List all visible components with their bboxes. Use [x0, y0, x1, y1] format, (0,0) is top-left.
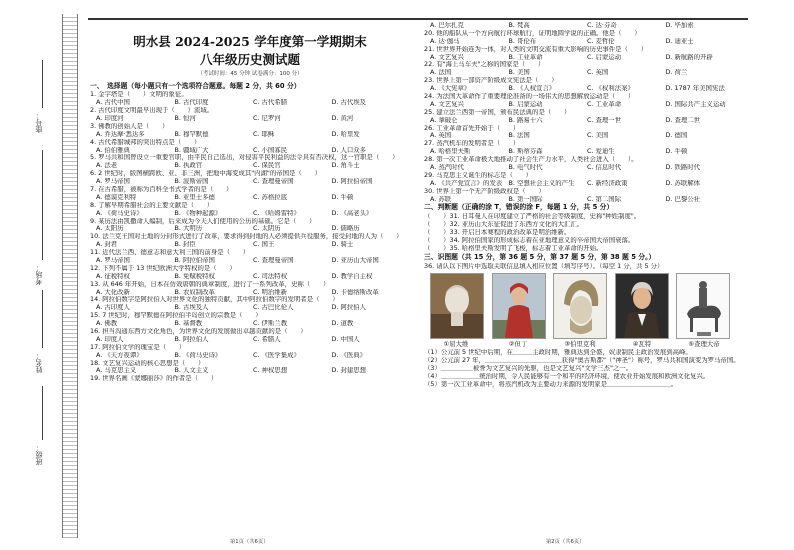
- answer-option: D. 教学自主权: [331, 272, 373, 280]
- judge-item: （ ）31. 日耳曼人在印度建立了严格的社会等级制度，史称"种姓制度"。: [424, 213, 641, 221]
- answer-option: C. 保民官: [253, 162, 281, 170]
- fill-item: （2）公元前 27 年，＿＿＿＿＿＿＿＿＿＿＿＿获得"奥古斯都"（"神圣"）称号，罗马共和国演变为罗马帝国。: [424, 357, 740, 365]
- question-stem: 9. 某历法由凯撒命人编制，后来成为今天人们使用的公历的基础。它是（ ）: [90, 217, 316, 225]
- answer-option: C. 麦哲伦: [587, 37, 615, 45]
- question-stem: 18. 文艺复兴运动的核心思想是（ ）: [90, 359, 205, 367]
- answer-option: B. 古代印度: [174, 99, 209, 107]
- binding-strip: [0, 0, 84, 550]
- answer-option: C. 英国: [587, 69, 609, 77]
- question-stem: 21. 世世界开始连为一体，对人类的文明交流有重大影响的历史事件是（ ）: [424, 45, 648, 53]
- question-stem: 12. 下列不属于 13 世纪欧洲大学特权的是（ ）: [90, 264, 236, 272]
- answer-option: D. 毕加索: [665, 22, 694, 29]
- seat-label: 座号：: [35, 112, 43, 133]
- option-row: [90, 304, 410, 312]
- question-stem: 25. 建立法兰西第一帝国，颁布民法典的是（ ）: [424, 108, 571, 116]
- answer-option: C. 达·芬奇: [587, 22, 617, 29]
- option-row: [90, 241, 410, 249]
- question-stem: 19. 世界名画《蒙娜丽莎》的作者是（ ）: [90, 375, 218, 383]
- option-row: [424, 132, 744, 140]
- judge-questions: [424, 213, 744, 252]
- answer-option: A. 法老: [96, 162, 118, 170]
- class-line: [42, 386, 43, 440]
- question-stem: 20. 他的船队从一个方向航行环球航行，证明地圆学说的正确。他是（ ）: [424, 29, 641, 37]
- section1-heading: 一、 选择题（每小题只有一个选项符合题意。每题 2 分，共 60 分）: [90, 81, 301, 90]
- name-line: [42, 290, 43, 348]
- exam-title-line2: 八年级历史测试题: [199, 51, 300, 67]
- exam-title-line1: 明水县 2024-2025 学年度第一学期期末: [133, 34, 367, 49]
- answer-option: D. 骑士: [331, 241, 354, 249]
- answer-option: D. 苏联解体: [665, 179, 701, 187]
- answer-option: C. 查理一世: [587, 116, 622, 124]
- statue-charlemagne-image: [676, 273, 730, 339]
- answer-option: A. 乔达摩·悉达多: [96, 130, 145, 138]
- answer-option: D. 哈里发: [331, 130, 360, 138]
- answer-option: B. 亚里士多德: [174, 193, 215, 201]
- answer-option: D. 封建思想: [331, 367, 367, 375]
- fill-item: （5）第一次工业革命中，将蒸汽机改为主要动力来源的发明家是＿＿＿＿＿＿＿＿＿＿。: [424, 380, 678, 388]
- fill-item: （4）＿＿＿＿＿＿统治时期，令人民能够有一个和平的经济环境，使农业开始发展和欧洲文化复兴。: [424, 373, 710, 381]
- answer-option: D. 新航路的开辟: [665, 53, 713, 61]
- question-stem: 26. 工业革命首先开始于（ ）: [424, 124, 520, 132]
- question-stem: 22. 有"海上马车夫"之称的国家是（ ）: [424, 61, 545, 69]
- left-column: [90, 22, 410, 383]
- section2-heading: 二、判断题（正确的涂 T，错误的涂 F，每题 1 分，共 5 分）: [424, 203, 614, 212]
- answer-option: C. 查理曼帝国: [253, 257, 294, 264]
- question-stem: 23. 世界上第一部资产阶级成文宪法是（ ）: [424, 77, 558, 85]
- image-strip: [430, 273, 730, 339]
- answer-option: C. 耶稣: [253, 130, 275, 138]
- answer-option: B. 电气时代: [508, 164, 543, 172]
- answer-option: D. 道教: [331, 320, 354, 328]
- answer-option: A. 印度河: [96, 114, 124, 122]
- question-stem: 3. 佛教的创始人是（ ）: [90, 122, 169, 130]
- answer-option: B. 阿拉伯人: [174, 335, 209, 343]
- answer-option: C. 《医学集成》: [253, 351, 300, 359]
- answer-option: A. 蒸汽时代: [430, 164, 464, 172]
- class-label: 班级：: [35, 444, 43, 465]
- portrait-octavian-image: [430, 273, 484, 339]
- option-row: [90, 162, 410, 170]
- left-questions: [90, 91, 410, 383]
- top-rule: [88, 18, 748, 20]
- question-stem: 5. 罗马共和国曾设立一重要官职，由平民自己选出，对侵害平民利益的法令具有否决权，这一官职是（ ）: [90, 154, 399, 162]
- option-row: [90, 194, 410, 202]
- question-stem: 2. 古代印度文明最早出现于（ ）流域。: [90, 107, 214, 115]
- answer-option: A. 德谟克利特: [96, 193, 137, 201]
- answer-option: D. 古代埃及: [331, 99, 367, 107]
- answer-option: B. 穆罕默德: [174, 130, 209, 138]
- exam-hall-label: 考场：: [35, 264, 43, 285]
- answer-option: B. 哥伦布: [508, 37, 537, 45]
- option-row: [424, 85, 744, 93]
- option-row: [90, 225, 410, 233]
- question-stem: 4. 古代希腊城邦的突出特点是（ ）: [90, 138, 201, 146]
- question-stem: 13. 从 646 年开始，日本在仿效唐朝的典章制度，进行了一系列改革，史称（ ）: [90, 280, 330, 288]
- answer-option: B. 基督教: [174, 320, 203, 328]
- answer-option: A. 《共产党宣言》的发表: [430, 179, 503, 187]
- judge-item: （ ）32. 亚历山大东征促进了东西方文化的大汇汇。: [424, 221, 584, 229]
- answer-option: C. 信息时代: [587, 164, 622, 172]
- judge-item: （ ）35. 哈格里夫斯发明了飞梭，标志着工业革命的开始。: [424, 244, 603, 252]
- answer-option: A. 佛教: [96, 320, 118, 328]
- answer-option: B. 法国: [508, 132, 530, 140]
- question-stem: 1. 金字塔是（ ）文明的象征。: [90, 91, 188, 99]
- right-column: [424, 22, 744, 389]
- answer-option: A. 古代中国: [96, 99, 130, 107]
- answer-option: D. 中国人: [331, 335, 360, 343]
- answer-option: B. 执政官: [174, 162, 203, 170]
- fill-item: （3）＿＿＿＿＿被誉为文艺复兴的先驱，也是文艺复兴"文学三杰"之一。: [424, 365, 633, 373]
- option-row: [90, 115, 410, 123]
- answer-option: A. 印度人: [96, 335, 124, 343]
- answer-option: C. 太阴历: [253, 225, 281, 233]
- answer-option: B. 路易十六: [508, 116, 543, 124]
- question-stem: 29. 马克思主义诞生的标志是（ ）: [424, 171, 533, 179]
- answer-option: B. 恒河: [174, 114, 196, 122]
- answer-option: A. 罗马帝国: [96, 257, 130, 264]
- question-stem: 27. 蒸汽机车的发明者是（ ）: [424, 140, 520, 148]
- question-stem: 16. 担当沟通东西方文化角色，为世界文化的发展做出卓越贡献的是（ ）: [90, 328, 307, 336]
- answer-option: A. 罗马帝国: [96, 178, 130, 186]
- question-stem: 30. 世界上第一个无产阶级政权是（ ）: [424, 187, 545, 195]
- option-row: [424, 117, 744, 125]
- exam-hall-line: [42, 150, 43, 260]
- answer-option: A. 拿破仑: [430, 116, 458, 124]
- answer-option: D. 德国: [665, 132, 688, 140]
- option-row: [90, 147, 410, 155]
- option-row: [90, 336, 410, 344]
- answer-option: D. 查理二世: [665, 116, 701, 124]
- footer-page-right: 第2页（共6页）: [546, 539, 585, 545]
- answer-option: B. 第一国际: [508, 195, 543, 203]
- right-questions: [424, 22, 744, 203]
- question-stem: 10. 法兰克王国对土地的分封形式进行了改革，要求得到封地的人必须提供兵役服务，接受封地的人为（ ）: [90, 233, 403, 241]
- option-row: [424, 69, 744, 77]
- answer-option: B. 《人权宣言》: [508, 85, 556, 93]
- answer-option: D. 黄河: [331, 114, 354, 122]
- answer-option: A. 文艺复兴: [430, 53, 464, 61]
- answer-option: A. 古印度人: [96, 304, 130, 312]
- answer-option: B. 美国: [508, 69, 530, 77]
- answer-option: C. 小国寡民: [253, 146, 288, 154]
- image-caption: ①屈大维: [443, 340, 469, 349]
- answer-option: B. 《物种起源》: [174, 209, 222, 217]
- answer-option: A. 马克思主义: [96, 367, 137, 375]
- answer-option: B. 人文主义: [174, 367, 209, 375]
- answer-option: D. 亚历山大帝国: [331, 257, 379, 264]
- answer-option: C. 古代希腊: [253, 99, 288, 107]
- answer-option: A. 《天方夜谭》: [96, 351, 143, 359]
- answer-option: C. 尼罗河: [253, 114, 281, 122]
- answer-option: C. 国王: [253, 241, 275, 249]
- answer-option: A. 征税特权: [96, 272, 130, 280]
- question-stem: 24. 为法国大革命作了重要理论准备的一场伟大的思想解放运动是（ ）: [424, 93, 635, 101]
- answer-option: B. 大明历: [174, 225, 203, 233]
- answer-option: B. 《荷马史诗》: [174, 351, 222, 359]
- answer-option: D. 阿拉伯帝国: [331, 178, 373, 186]
- answer-option: D. 牛顿: [331, 193, 354, 201]
- answer-option: A. 封君: [96, 241, 118, 249]
- answer-option: B. 启蒙运动: [508, 100, 543, 108]
- answer-option: D. 《高老头》: [331, 209, 373, 217]
- name-label: 姓名：: [35, 352, 43, 373]
- answer-option: D. 卡德纳斯改革: [331, 288, 379, 296]
- option-row: [424, 101, 744, 109]
- section3-heading: 三、识图题（共 15 分，第 36 题 5 分，第 37 题 5 分，第 38 题 5 分。）: [424, 252, 656, 261]
- question-stem: 6. 2 世纪时，版图横跨欧、亚、非三洲，把地中海变成其"内湖"的帝国是（ ）: [90, 170, 321, 178]
- option-row: [90, 273, 410, 281]
- answer-option: A. 英国: [430, 132, 452, 140]
- answer-option: A. 达·伽马: [430, 37, 460, 45]
- option-row: [90, 257, 410, 265]
- answer-option: B. 空想社会主义的产生: [508, 179, 575, 187]
- answer-option: D. 荷兰: [665, 69, 688, 77]
- answer-option: B. 农奴制改革: [174, 288, 215, 296]
- answer-option: A. 大化改新: [96, 288, 130, 296]
- option-row: [90, 320, 410, 328]
- option-row: [90, 210, 410, 218]
- question-stem: 11. 近代法兰西、德意志和意大利三国的前身是（ ）: [90, 249, 250, 257]
- answer-option: A. 伯伯雅典: [96, 146, 130, 154]
- binding-strip-fold-icon: [62, 14, 78, 538]
- answer-option: C. 查理曼帝国: [253, 178, 294, 186]
- image-caption: ③伯里克利: [564, 340, 596, 349]
- answer-option: D. 1787 年美国宪法: [665, 85, 725, 93]
- q36-text: 36. 请认以下图片中选取关联信息填入相应位置（填写序号）。（每空 1 分，共 5 分）: [424, 262, 664, 270]
- answer-option: A. 文艺复兴: [430, 100, 464, 108]
- answer-option: A. 太阳历: [96, 225, 124, 233]
- question-stem: 15. 7 世纪时，穆罕默德在阿拉伯半岛创立的宗教是（ ）: [90, 312, 262, 320]
- option-row: [90, 99, 410, 107]
- answer-option: C. 爱迪生: [587, 148, 615, 156]
- image-caption: ④瓦特: [632, 340, 652, 349]
- answer-option: B. 梵高: [508, 22, 530, 29]
- question-stem: 14. 阿拉伯数字是阿拉伯人对世界文化的独特贡献，其中阿拉伯数字的发明者是（ ）: [90, 296, 339, 304]
- footer-page-left: 第1页（共6页）: [230, 539, 269, 545]
- question-stem: 7. 在古希腊，被称为百科全书式学者的是（ ）: [90, 185, 233, 193]
- answer-option: B. 工业革命: [508, 53, 543, 61]
- answer-option: B. 免赋税特权: [174, 272, 215, 280]
- question-stem: 17. 阿拉伯文学的瑰宝是（ ）: [90, 343, 186, 351]
- answer-option: D. 巴黎公社: [665, 195, 701, 203]
- answer-option: B. 波斯帝国: [174, 178, 209, 186]
- answer-option: C. 美国: [587, 132, 609, 140]
- answer-option: C. 司法特权: [253, 272, 288, 280]
- question-stem: 8. 了解早期希腊社会的主要文献是（ ）: [90, 201, 214, 209]
- answer-option: D. 铁路时代: [665, 164, 701, 172]
- judge-item: （ ）33. 开启日本赛程的政治改革是明治维新。: [424, 229, 571, 237]
- answer-option: B. 斯蒂芬森: [508, 148, 543, 156]
- option-row: [424, 164, 744, 172]
- portrait-dante-image: [492, 273, 546, 339]
- option-row: [90, 289, 410, 297]
- seat-line: [42, 60, 43, 108]
- option-row: [90, 367, 410, 375]
- answer-option: D. 阿拉伯人: [331, 304, 367, 312]
- answer-option: A. 苏联: [430, 195, 452, 203]
- answer-option: C. 《哈姆雷特》: [253, 209, 300, 217]
- answer-option: A. 《大宪章》: [430, 85, 471, 93]
- answer-option: A. 哈格里夫斯: [430, 148, 471, 156]
- answer-option: D. 国际共产主义运动: [665, 100, 726, 108]
- answer-option: D. 人口众多: [331, 146, 367, 154]
- answer-option: C. 第二国际: [587, 195, 622, 203]
- answer-option: A. 法国: [430, 69, 452, 77]
- portrait-watt-image: [615, 273, 669, 339]
- answer-option: D. 迪亚士: [665, 37, 694, 45]
- exam-subtitle: （考试时间：45 分钟 试卷满分：100 分）: [197, 71, 303, 77]
- answer-option: D. 儒略历: [331, 225, 360, 233]
- answer-option: B. 古埃及人: [174, 304, 209, 312]
- answer-option: C. 神权思想: [253, 367, 288, 375]
- answer-option: B. 疆域广大: [174, 146, 209, 154]
- answer-option: B. 阿拉伯帝国: [174, 257, 215, 264]
- fill-questions: [424, 349, 744, 388]
- option-row: [424, 22, 744, 30]
- option-row: [424, 38, 744, 46]
- judge-item: （ ）34. 阿拉伯国家的形成标志着在亚地理意义的卒帝国大帝国衰落。: [424, 236, 635, 244]
- answer-option: C. 新经济政策: [587, 179, 628, 187]
- question-stem: 28. 第一次工业革命极大地推动了社会生产力水平，人类社会进入（ ）。: [424, 156, 638, 164]
- answer-option: D. 牛顿: [665, 148, 688, 156]
- option-row: [90, 178, 410, 186]
- answer-option: A. 巴尔扎克: [430, 22, 464, 29]
- answer-option: C. 明治维新: [253, 288, 288, 296]
- answer-option: D. 角斗士: [331, 162, 360, 170]
- portrait-pericles-image: [553, 273, 607, 339]
- answer-option: C. 伊斯兰教: [253, 320, 288, 328]
- answer-option: D. 《医典》: [331, 351, 367, 359]
- option-row: [424, 54, 744, 62]
- option-row: [90, 352, 410, 360]
- answer-option: C. 古巴比伦人: [253, 304, 294, 312]
- image-caption: ⑤查理大帝: [688, 340, 720, 349]
- answer-option: C. 工业革命: [587, 100, 622, 108]
- option-row: [424, 148, 744, 156]
- answer-option: B. 封臣: [174, 241, 196, 249]
- option-row: [90, 131, 410, 139]
- answer-option: A. 《荷马史诗》: [96, 209, 143, 217]
- answer-option: C. 苏格拉底: [253, 193, 288, 201]
- fill-item: （1）公元前 5 世纪中后期，在＿＿＿主政时期，雅典达到全盛，奴隶制民主政治发展到高峰。: [424, 349, 692, 357]
- option-row: [424, 180, 744, 188]
- image-captions: [430, 341, 730, 349]
- image-caption: ②但丁: [508, 340, 528, 349]
- answer-option: C. 《权利法案》: [587, 85, 634, 93]
- answer-option: C. 启蒙运动: [587, 53, 622, 61]
- answer-option: C. 希腊人: [253, 335, 281, 343]
